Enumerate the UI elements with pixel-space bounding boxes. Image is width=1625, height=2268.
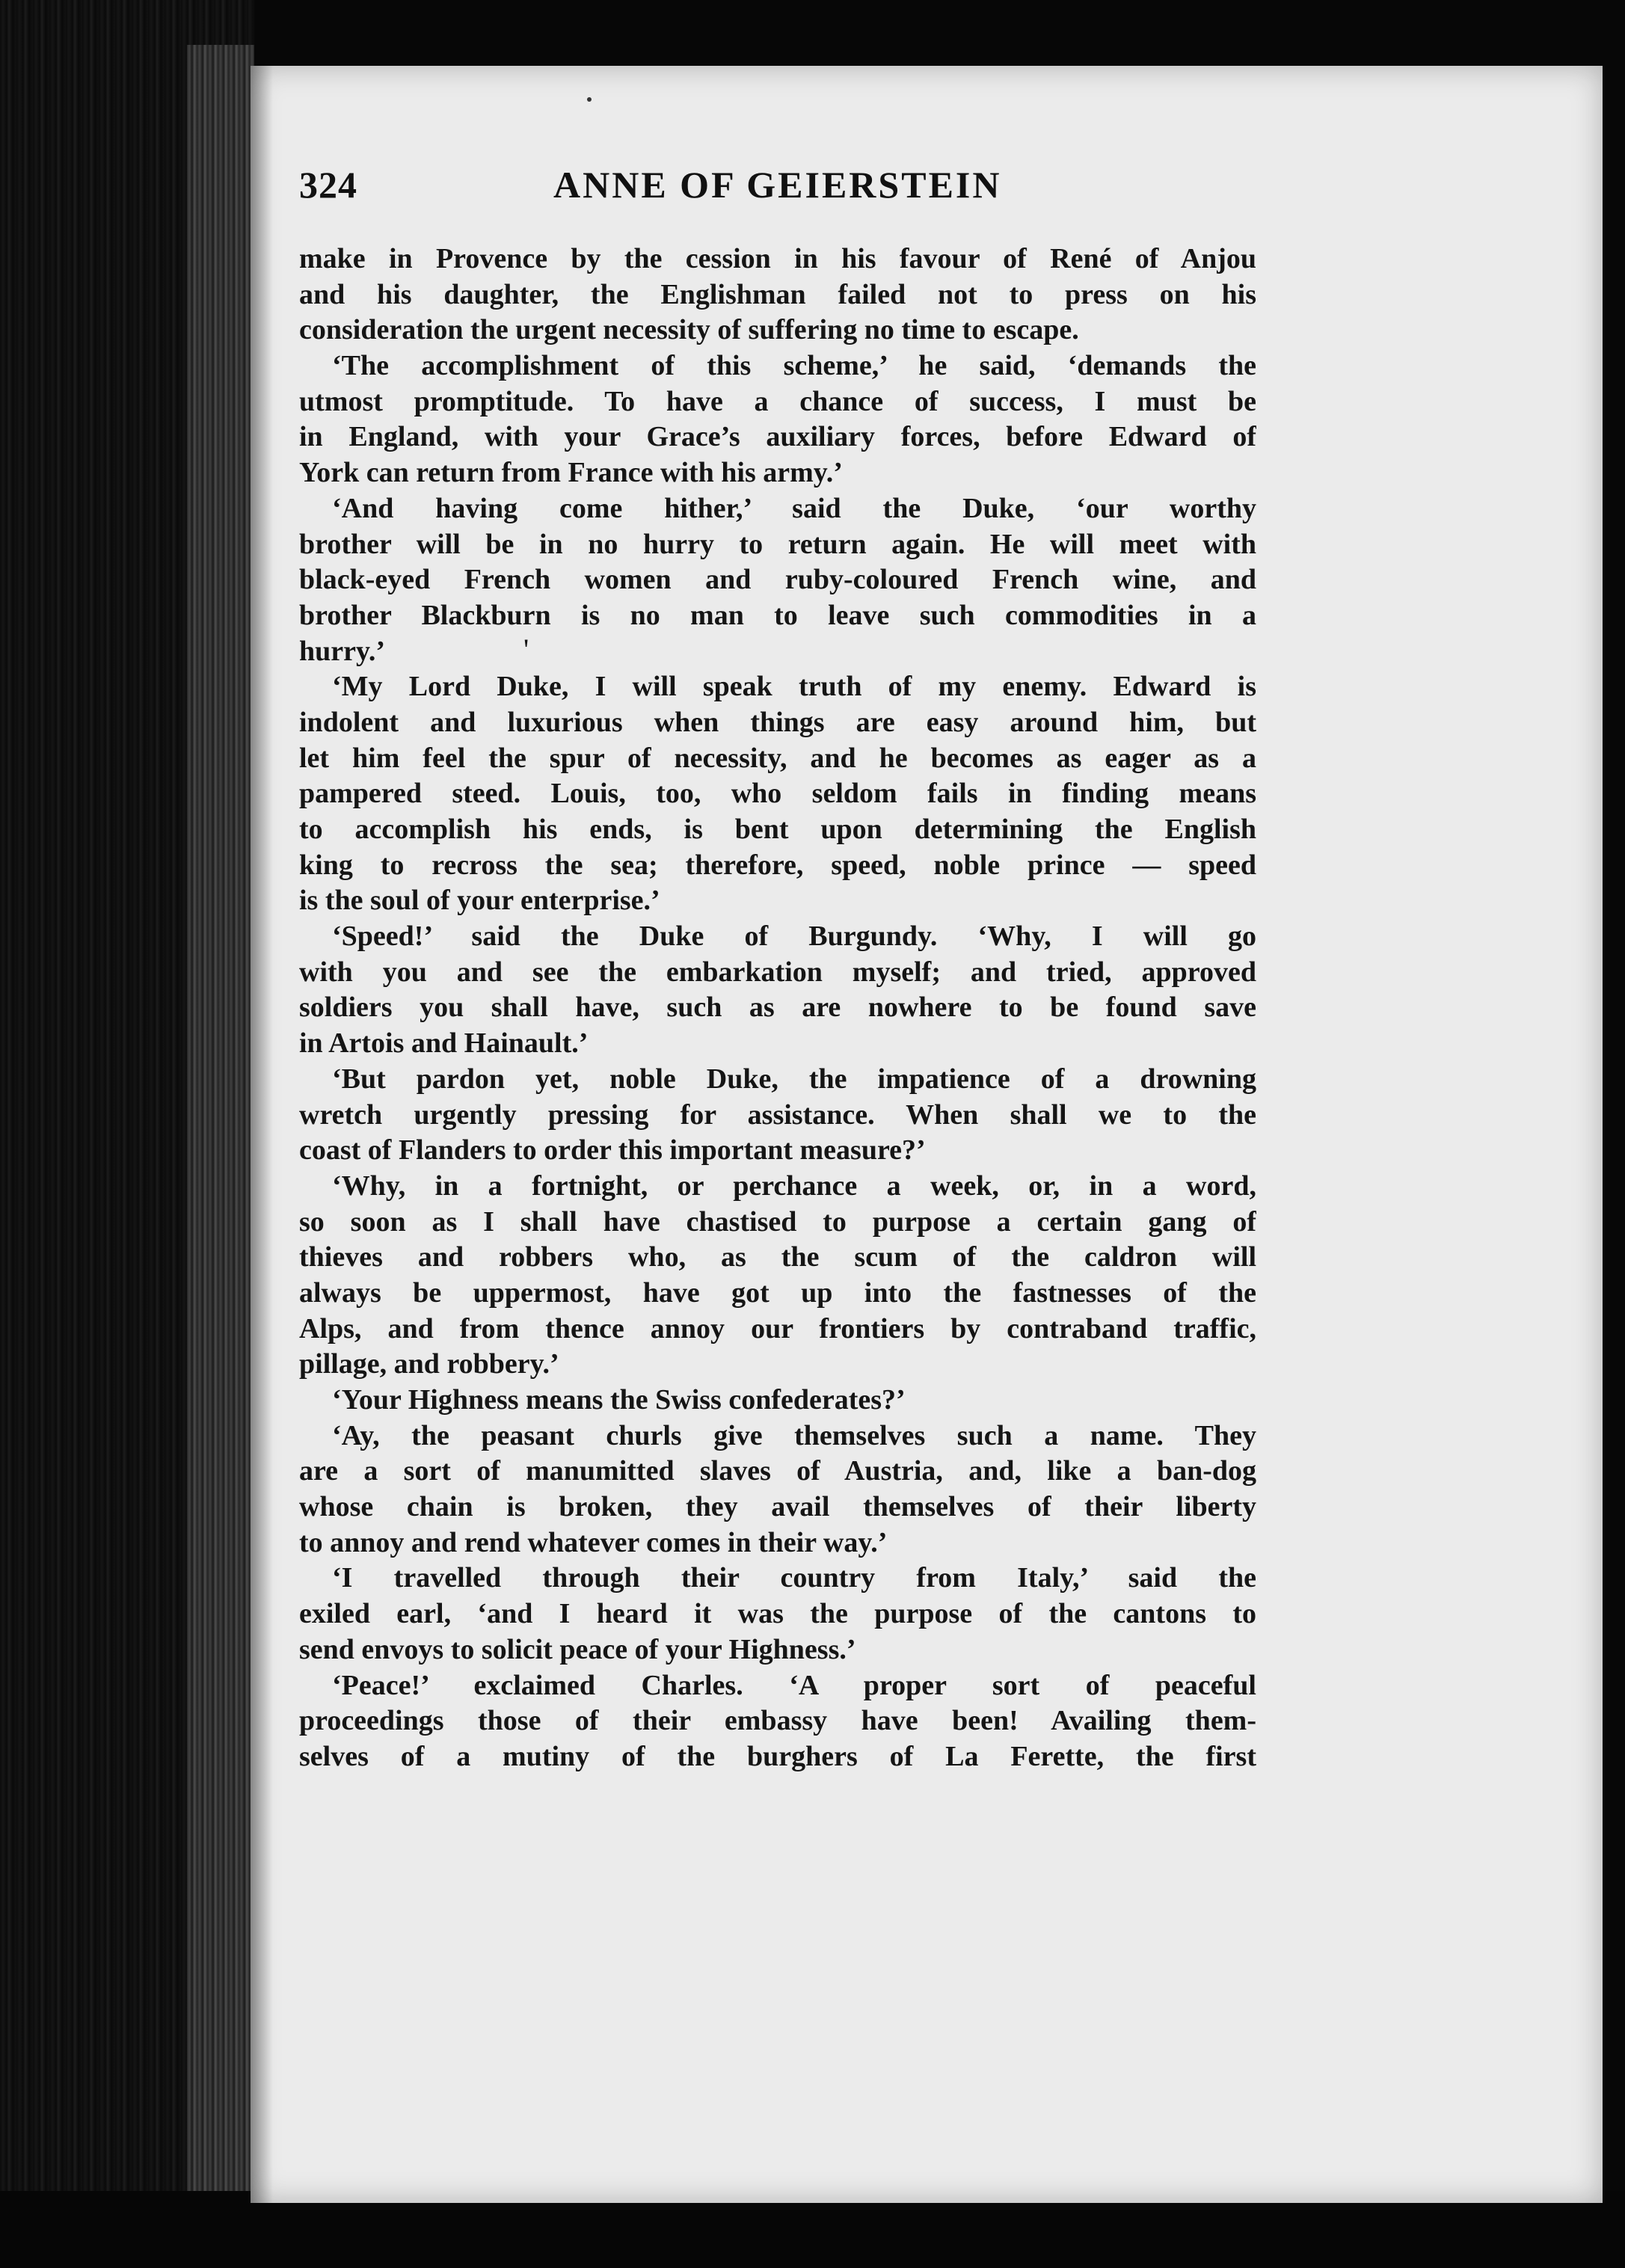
text-line: send envoys to solicit peace of your Highness.’ [299, 1633, 856, 1665]
text-line: ‘But pardon yet, noble Duke, the impatience of a drowning [332, 1063, 1256, 1095]
page-header [299, 163, 1256, 215]
text-line: pillage, and robbery.’ [299, 1348, 559, 1380]
text-line: thieves and robbers who, as the scum of the caldron will [299, 1241, 1256, 1273]
text-line: soldiers you shall have, such as are nowhere to be found save [299, 992, 1256, 1024]
text-line: utmost promptitude. To have a chance of success, I must be [299, 385, 1256, 417]
text-line: with you and see the embarkation myself; and tried, approved [299, 956, 1256, 988]
text-line: exiled earl, ‘and I heard it was the purpose of the cantons to [299, 1598, 1256, 1630]
text-line: indolent and luxurious when things are easy around him, but [299, 706, 1256, 738]
text-line: black-eyed French women and ruby-coloured French wine, and [299, 564, 1256, 596]
text-line: ‘Your Highness means the Swiss confederates?’ [332, 1384, 906, 1416]
running-title: ANNE OF GEIERSTEIN [553, 164, 1002, 206]
text-line: hurry.’ [299, 635, 386, 667]
text-line: ‘My Lord Duke, I will speak truth of my enemy. Edward is [332, 671, 1256, 703]
text-line: wretch urgently pressing for assistance. When shall we to the [299, 1098, 1256, 1131]
text-line: let him feel the spur of necessity, and he becomes as eager as a [299, 742, 1256, 774]
text-line: ‘And having come hither,’ said the Duke, ‘our worthy [332, 492, 1256, 524]
text-line: to accomplish his ends, is bent upon determining the English [299, 814, 1256, 845]
text-line: ‘Why, in a fortnight, or perchance a week, or, in a word, [332, 1170, 1256, 1202]
margin-mark: ' [523, 633, 529, 666]
text-line: York can return from France with his army.’ [299, 457, 843, 489]
text-line: king to recross the sea; therefore, speed, noble prince — speed [299, 849, 1256, 881]
text-line: whose chain is broken, they avail themselves of their liberty [299, 1491, 1256, 1523]
text-line: ‘Peace!’ exclaimed Charles. ‘A proper sort of peaceful [332, 1669, 1256, 1701]
text-line: proceedings those of their embassy have been! Availing them- [299, 1705, 1256, 1737]
paper-speck [587, 97, 592, 102]
text-line: make in Provence by the cession in his favour of René of Anjou [299, 243, 1256, 274]
text-line: to annoy and rend whatever comes in their way.’ [299, 1526, 888, 1558]
text-line: are a sort of manumitted slaves of Austria, and, like a ban-dog [299, 1455, 1256, 1487]
text-line: always be uppermost, have got up into the fastnesses of the [299, 1276, 1256, 1309]
text-line: coast of Flanders to order this important measure?’ [299, 1134, 926, 1167]
text-line: ‘The accomplishment of this scheme,’ he said, ‘demands the [332, 350, 1256, 382]
text-line: brother will be in no hurry to return again. He will meet with [299, 528, 1256, 560]
text-line: brother Blackburn is no man to leave such commodities in a [299, 599, 1256, 631]
text-line: selves of a mutiny of the burghers of La Ferette, the first [299, 1740, 1256, 1772]
text-line: in England, with your Grace’s auxiliary forces, before Edward of [299, 421, 1256, 453]
text-line: consideration the urgent necessity of suffering no time to escape. [299, 314, 1079, 346]
book-edge [0, 0, 254, 2268]
body-text [299, 242, 1256, 1775]
text-line: Alps, and from thence annoy our frontiers by contraband traffic, [299, 1312, 1256, 1344]
text-line: is the soul of your enterprise.’ [299, 885, 660, 917]
page-number: 324 [299, 164, 357, 206]
text-line: so soon as I shall have chastised to purpose a certain gang of [299, 1205, 1256, 1238]
text-line: pampered steed. Louis, too, who seldom fails in finding means [299, 778, 1256, 810]
text-line: and his daughter, the Englishman failed not to press on his [299, 278, 1256, 310]
text-line: ‘Speed!’ said the Duke of Burgundy. ‘Why, I will go [332, 921, 1256, 953]
text-line: in Artois and Hainault.’ [299, 1027, 589, 1060]
text-line: ‘I travelled through their country from Italy,’ said the [332, 1562, 1256, 1594]
text-line: ‘Ay, the peasant churls give themselves such a name. They [332, 1419, 1256, 1451]
